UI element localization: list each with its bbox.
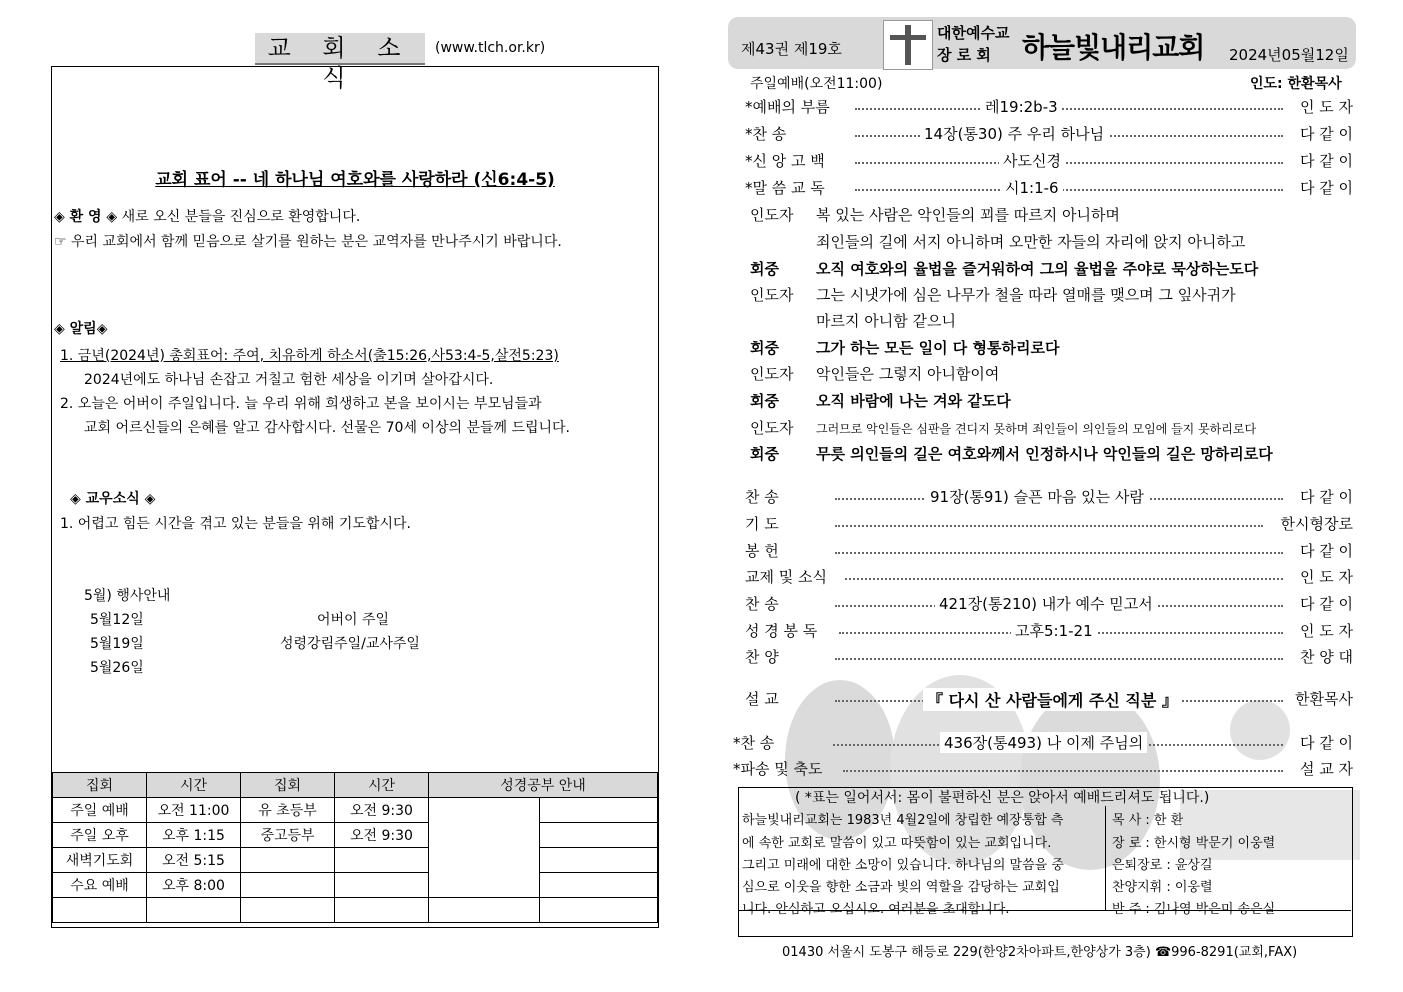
table-cell — [540, 898, 658, 923]
table-cell: 오후 8:00 — [147, 873, 241, 898]
table-cell — [429, 898, 540, 923]
order-role: 다 같 이 — [1296, 593, 1353, 614]
order-row — [745, 688, 1353, 710]
table-cell — [53, 898, 147, 923]
reading-line — [750, 443, 1273, 464]
order-content: 91장(통91) 슬픈 마음 있는 사람 — [926, 486, 1148, 507]
info-divider — [1105, 806, 1106, 910]
order-role: 인 도 자 — [1296, 566, 1353, 587]
order-row — [733, 758, 1353, 780]
reading-line — [750, 390, 1011, 411]
church-address: 01430 서울시 도봉구 해등로 229(한양2차아파트,한양상가 3층) ☎996-8291(교회,FAX) — [782, 945, 1298, 960]
intro-line: 그리고 미래에 대한 소망이 있습니다. 하나님의 말씀을 중 — [742, 858, 1064, 873]
intro-line: 심으로 이웃을 향한 소금과 빛의 역할을 감당하는 교회입 — [742, 880, 1060, 895]
order-label: 찬 송 — [745, 488, 779, 506]
denomination: 대한예수교 — [937, 24, 1010, 42]
table-cell: 오후 1:15 — [147, 823, 241, 848]
table-cell — [241, 848, 335, 873]
staff-line: 목 사 : 한 환 — [1112, 813, 1184, 828]
reading-line — [750, 258, 1258, 279]
reading-speaker: 인도자 — [750, 206, 794, 224]
table-header: 성경공부 안내 — [429, 773, 658, 798]
member-news-heading: ◈ 교우소식 ◈ — [70, 491, 156, 507]
event-date: 5월26일 — [90, 660, 144, 676]
reading-text: 오직 바람에 나는 겨와 같도다 — [816, 392, 1011, 410]
event-date: 5월12일 — [90, 612, 144, 628]
reading-text: 죄인들의 길에 서지 아니하며 오만한 자들의 자리에 앉지 아니하고 — [816, 233, 1246, 251]
cross-logo — [883, 20, 933, 70]
order-row — [745, 566, 1353, 588]
reading-text: 무릇 의인들의 길은 여호와께서 인정하시나 악인들의 길은 망하리로다 — [816, 445, 1273, 463]
order-content: 436장(통493) 나 이제 주님의 — [940, 732, 1147, 753]
order-role: 인 도 자 — [1296, 96, 1353, 117]
order-content: 14장(통30) 주 우리 하나님 — [920, 123, 1108, 144]
table-cell: 새벽기도회 — [53, 848, 147, 873]
service-time: 주일예배(오전11:00) — [750, 76, 883, 92]
order-row — [745, 150, 1353, 172]
order-role: 설 교 자 — [1296, 758, 1353, 779]
order-role: 다 같 이 — [1296, 732, 1353, 753]
table-cell: 주일 오후 — [53, 823, 147, 848]
table-cell: 오전 5:15 — [147, 848, 241, 873]
order-content: 사도신경 — [999, 150, 1065, 171]
order-row — [745, 177, 1353, 199]
reading-speaker: 회중 — [750, 260, 779, 278]
event-date: 5월19일 — [90, 636, 144, 652]
church-name: 하늘빛내리교회 — [1022, 31, 1205, 64]
order-row — [745, 513, 1353, 535]
table-header-row — [53, 773, 658, 798]
notice-2a: 2. 오늘은 어버이 주일입니다. 늘 우리 위해 희생하고 본을 보이시는 부모님들과 — [60, 396, 542, 412]
bulletin-date: 2024년05월12일 — [1229, 46, 1349, 64]
news-title: 교 회 소 식 — [255, 33, 425, 65]
notice-1a: 1. 금년(2024년) 총회표어: 주여, 치유하게 하소서(출15:26,사53:4-5,살전5:23) — [60, 348, 559, 364]
table-cell: 오전 9:30 — [335, 823, 429, 848]
table-row — [53, 898, 658, 923]
welcome-section — [54, 206, 360, 226]
reading-line — [750, 310, 956, 331]
reading-line — [750, 417, 1256, 438]
intro-line: 하늘빛내리교회는 1983년 4월2일에 창립한 예장통합 측 — [742, 813, 1064, 828]
order-label: *찬 송 — [733, 734, 775, 752]
reading-text: 악인들은 그렇지 아니함이여 — [816, 365, 1000, 383]
order-label: *말 씀 교 독 — [745, 179, 825, 197]
meeting-schedule-table — [52, 772, 658, 923]
welcome-invite: ☞ 우리 교회에서 함께 믿음으로 살기를 원하는 분은 교역자를 만나주시기 바랍니다. — [54, 234, 562, 250]
sermon-title: 『 다시 산 사람들에게 주신 직분 』 — [923, 688, 1182, 711]
table-cell — [540, 873, 658, 898]
reading-text: 그가 하는 모든 일이 다 형통하리로다 — [816, 339, 1060, 357]
order-role: 한환목사 — [1291, 688, 1353, 709]
table-cell — [241, 873, 335, 898]
order-content: 레19:2b-3 — [981, 96, 1062, 117]
reading-speaker: 회중 — [750, 339, 779, 357]
table-cell — [540, 798, 658, 823]
church-motto: 교회 표어 -- 네 하나님 여호와를 사랑하라 (신6:4-5) — [155, 170, 555, 190]
reading-line — [750, 284, 1236, 305]
table-cell: 수요 예배 — [53, 873, 147, 898]
intro-line: 니다. 안심하고 오십시오. 여러분을 초대합니다. — [742, 902, 1010, 917]
reading-speaker: 인도자 — [750, 419, 794, 437]
member-news-1: 1. 어렵고 힘든 시간을 겪고 있는 분들을 위해 기도합시다. — [60, 516, 411, 532]
table-cell — [540, 823, 658, 848]
order-label: *파송 및 축도 — [733, 760, 823, 778]
notice-2b: 교회 어르신들의 은혜를 알고 감사합시다. 선물은 70세 이상의 분들께 드립니다. — [84, 420, 571, 436]
reading-speaker: 인도자 — [750, 365, 794, 383]
welcome-heading: ◈ 환 영 ◈ — [54, 209, 118, 225]
service-leader: 인도: 한환목사 — [1250, 76, 1342, 92]
order-row — [745, 593, 1353, 615]
reading-text: 복 있는 사람은 악인들의 꾀를 따르지 아니하며 — [816, 206, 1120, 224]
events-heading: 5월) 행사안내 — [84, 588, 171, 604]
order-role: 한시형장로 — [1277, 513, 1353, 534]
order-row — [745, 123, 1353, 145]
welcome-text: 새로 오신 분들을 진심으로 환영합니다. — [117, 209, 361, 225]
table-cell — [241, 898, 335, 923]
order-role: 찬 양 대 — [1296, 646, 1353, 667]
order-role: 다 같 이 — [1296, 177, 1353, 198]
reading-text: 오직 여호와의 율법을 즐거워하여 그의 율법을 주야로 묵상하는도다 — [816, 260, 1259, 278]
order-label: 봉 헌 — [745, 542, 779, 560]
order-label: 찬 양 — [745, 648, 779, 666]
news-box — [51, 66, 659, 928]
table-row — [53, 823, 658, 848]
order-row — [745, 486, 1353, 508]
table-cell — [335, 848, 429, 873]
order-role: 다 같 이 — [1296, 150, 1353, 171]
table-header: 시간 — [335, 773, 429, 798]
table-row — [53, 848, 658, 873]
table-row — [53, 798, 658, 823]
staff-line: 찬양지휘 : 이웅렬 — [1112, 880, 1213, 895]
order-content: 고후5:1-21 — [1011, 620, 1097, 641]
order-role: 인 도 자 — [1296, 620, 1353, 641]
standing-note: ( *표는 일어서서: 몸이 불편하신 분은 앉아서 예배드리셔도 됩니다.) — [795, 790, 1210, 806]
table-cell: 오전 9:30 — [335, 798, 429, 823]
reading-line — [750, 363, 999, 384]
reading-text: 그는 시냇가에 심은 나무가 철을 따라 열매를 맺으며 그 잎사귀가 — [816, 286, 1236, 304]
order-row — [745, 646, 1353, 668]
table-row — [53, 873, 658, 898]
table-cell — [335, 898, 429, 923]
order-label: *찬 송 — [745, 125, 787, 143]
staff-line: 은퇴장로 : 윤상길 — [1112, 858, 1213, 873]
order-row — [745, 96, 1353, 118]
reading-text: 그러므로 악인들은 심판을 견디지 못하며 죄인들이 의인들의 모임에 들지 못하리로다 — [816, 422, 1257, 436]
order-content: 시1:1-6 — [1001, 177, 1063, 198]
order-label: 기 도 — [745, 515, 779, 533]
order-role: 다 같 이 — [1296, 540, 1353, 561]
order-label: 찬 송 — [745, 595, 779, 613]
order-content: 421장(통210) 내가 예수 믿고서 — [935, 593, 1157, 614]
staff-line: 장 로 : 한시형 박문기 이웅렬 — [1112, 836, 1276, 851]
table-cell: 주일 예배 — [53, 798, 147, 823]
reading-line — [750, 337, 1059, 358]
staff-line: 반 주 : 김나영 박은미 송은실 — [1112, 902, 1276, 917]
notice-heading: ◈ 알림◈ — [54, 321, 108, 337]
reading-line — [750, 204, 1120, 225]
event-name: 어버이 주일 — [317, 612, 390, 628]
church-url[interactable]: (www.tlch.or.kr) — [435, 40, 546, 56]
table-cell — [540, 848, 658, 873]
notice-1b: 2024년에도 하나님 손잡고 거칠고 험한 세상을 이기며 살아갑시다. — [84, 372, 494, 388]
order-label: *신 앙 고 백 — [745, 152, 825, 170]
order-row — [745, 540, 1353, 562]
order-row — [733, 732, 1353, 754]
table-cell: 유 초등부 — [241, 798, 335, 823]
reading-speaker: 인도자 — [750, 286, 794, 304]
order-label: 성 경 봉 독 — [745, 622, 818, 640]
order-label: 교제 및 소식 — [745, 568, 827, 586]
order-role: 다 같 이 — [1296, 123, 1353, 144]
volume-number: 제43권 제19호 — [741, 40, 842, 58]
reading-text: 마르지 아니함 같으니 — [816, 312, 956, 330]
reading-speaker: 회중 — [750, 445, 779, 463]
order-label: *예배의 부름 — [745, 98, 830, 116]
table-cell — [147, 898, 241, 923]
order-role: 다 같 이 — [1296, 486, 1353, 507]
order-row — [745, 620, 1353, 642]
bible-study-cell — [429, 798, 540, 898]
event-name: 성령강림주일/교사주일 — [280, 636, 420, 652]
table-cell — [335, 873, 429, 898]
table-cell: 중고등부 — [241, 823, 335, 848]
table-header: 집회 — [241, 773, 335, 798]
table-header: 시간 — [147, 773, 241, 798]
table-header: 집회 — [53, 773, 147, 798]
table-cell: 오전 11:00 — [147, 798, 241, 823]
reading-speaker: 회중 — [750, 392, 779, 410]
intro-line: 에 속한 교회로 말씀이 있고 따뜻함이 있는 교회입니다. — [742, 836, 1052, 851]
order-label: 설 교 — [745, 690, 779, 708]
denomination-sub: 장 로 회 — [937, 46, 991, 64]
reading-line — [750, 231, 1245, 252]
